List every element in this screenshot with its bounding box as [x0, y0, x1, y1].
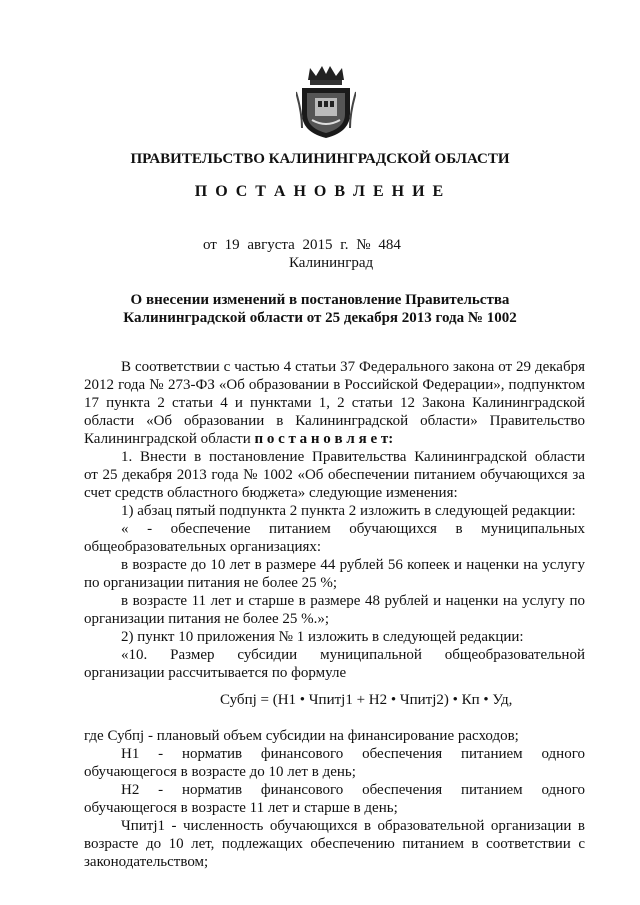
- para-line: в возрасте до 10 лет в размере 44 рублей 56 копеек и наценки на услугу: [121, 557, 585, 573]
- definition-line: Н2 - норматив финансового обеспечения питанием одного: [121, 782, 585, 798]
- city: Калининград: [289, 255, 374, 271]
- para-line: 2012 года № 273-ФЗ «Об образовании в Российской Федерации», подпунктом: [84, 377, 585, 393]
- para-line: 1) абзац пятый подпункта 2 пункта 2 изложить в следующей редакции:: [121, 503, 576, 519]
- para-line: 2) пункт 10 приложения № 1 изложить в следующей редакции:: [121, 629, 524, 645]
- para-line: « - обеспечение питанием обучающихся в муниципальных: [121, 521, 585, 537]
- para-line: по организации питания не более 25 %;: [84, 575, 338, 591]
- definition-line: Н1 - норматив финансового обеспечения питанием одного: [121, 746, 585, 762]
- date-line: от 19 августа 2015 г. № 484: [203, 237, 401, 253]
- definition-line: где Субпj - плановый объем субсидии на финансирование расходов;: [84, 728, 519, 744]
- title-line-1: О внесении изменений в постановление Правительства: [130, 292, 510, 308]
- para-line: [84, 430, 393, 448]
- para-line: в возрасте 11 лет и старше в размере 48 рублей и наценки на услугу по: [121, 593, 585, 609]
- para-line: «10. Размер субсидии муниципальной общеобразовательной: [121, 647, 585, 663]
- para-line: 17 пункта 2 статьи 4 и пунктами 1, 2 статьи 12 Закона Калининградской: [84, 395, 585, 411]
- title-line-2: Калининградской области от 25 декабря 2013 года № 1002: [123, 310, 517, 326]
- document-type: П О С Т А Н О В Л Е Н И Е: [194, 183, 446, 200]
- para-line: организации питания не более 25 %.»;: [84, 611, 330, 627]
- para-line: области «Об образовании в Калининградской области» Правительство: [84, 413, 585, 429]
- para-text: Калининградской области: [84, 431, 251, 447]
- para-line: от 25 декабря 2013 года № 1002 «Об обеспечении питанием обучающихся за: [84, 467, 585, 483]
- definition-line: обучающегося в возрасте 11 лет и старше в день;: [84, 800, 398, 816]
- para-line: организации рассчитывается по формуле: [84, 665, 347, 681]
- para-line: В соответствии с частью 4 статьи 37 Федерального закона от 29 декабря: [121, 359, 585, 375]
- coat-of-arms-icon: [296, 62, 356, 140]
- definition-line: Чпитj1 - численность обучающихся в образовательной организации в: [121, 818, 585, 834]
- formula: Субпj = (Н1 • Чпитj1 + Н2 • Чпитj2) • Кп • Уд,: [220, 692, 513, 708]
- para-line: 1. Внести в постановление Правительства Калининградской области: [121, 449, 585, 465]
- para-line: общеобразовательных организациях:: [84, 539, 322, 555]
- definition-line: законодательством;: [84, 854, 209, 870]
- para-line: счет средств областного бюджета» следующие изменения:: [84, 485, 458, 501]
- definition-line: возрасте до 10 лет, подлежащих обеспечению питанием в соответствии с: [84, 836, 585, 852]
- definition-line: обучающегося в возрасте до 10 лет в день;: [84, 764, 356, 780]
- resolves-word: п о с т а н о в л я е т:: [254, 431, 394, 447]
- org-name: ПРАВИТЕЛЬСТВО КАЛИНИНГРАДСКОЙ ОБЛАСТИ: [130, 151, 510, 167]
